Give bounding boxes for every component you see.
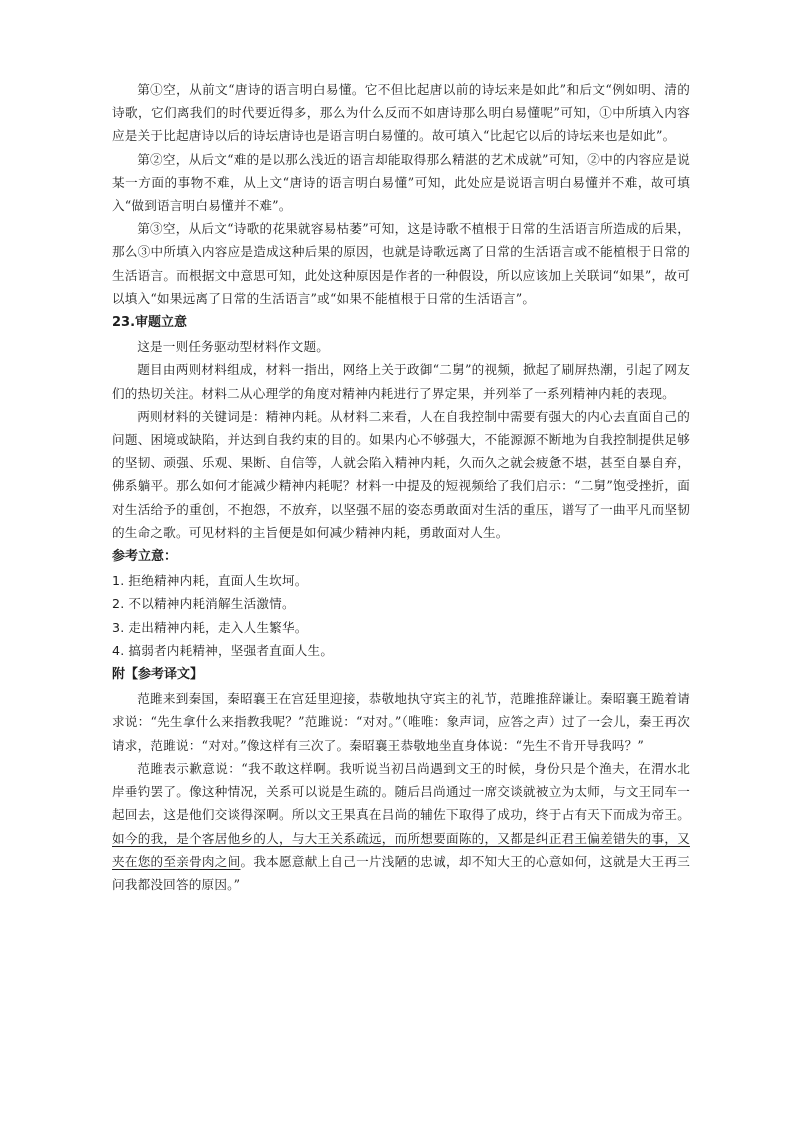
q23-materials: 题目由两则材料组成，材料一指出，网络上关于政御“二舅”的视频，掀起了刷屏热潮，引起了网友们的热切关注。材料二从心理学的角度对精神内耗进行了界定果，并列举了一系列精神内耗的表现。: [112, 362, 690, 401]
list-item-text: 走出精神内耗，走入人生繁华。: [128, 619, 308, 635]
list-item-number: 2.: [112, 596, 125, 612]
list-item-number: 4.: [112, 642, 125, 658]
explanation-blank-3: 第③空，从后文“诗歌的花果就容易枯萎”可知，这是诗歌不植根于日常的生活语言所造成的后果，那么③中所填入内容应是造成这种后果的原因，也就是诗歌远离了日常的生活语言或不能植根于日常的生活语言。而根据文中意思可知，此处这种原因是作者的一种假设，所以应该加上关联词“如果”，故可以填入“如果远离了日常的生活语言”或“如果不能植根于日常的生活语言”。: [112, 221, 690, 306]
translation-paragraph-2: [112, 757, 690, 896]
translation-text: 范雎表示歉意说：“我不敢这样啊。我听说当初吕尚遇到文王的时候，身份只是个渔夫，在渭水北岸垂钓罢了。像这种情况，关系可以说是生疏的。随后吕尚通过一席交谈就被立为太师，与文王同车一起回去，这是他们交谈得深啊。所以文王果真在吕尚的辅佐下取得了成功，终于占有天下而成为帝王。: [112, 760, 690, 823]
translation-heading: 附【参考译文】: [112, 667, 204, 683]
list-item: [112, 569, 690, 592]
list-item-number: 1.: [112, 573, 125, 589]
list-item-text: 不以精神内耗消解生活激情。: [128, 596, 295, 612]
reference-ideas-list: [112, 569, 690, 662]
underlined-translation-text: 如今的我，是个客居他乡的人，与大王关系疏远，而所想要面陈的，又都是纠正君王偏差错失的事，又夹在您的至亲骨肉之间: [112, 830, 690, 869]
translation-text: 。我本愿意献上自己一片浅陋的忠诚，却不知大王的心意如何，这就是大王再三问我都没回答的原因。”: [112, 853, 691, 892]
list-item-number: 3.: [112, 619, 125, 635]
q23-heading: 23.审题立意: [112, 315, 188, 331]
explanation-blank-1: 第①空，从前文“唐诗的语言明白易懂。它不但比起唐以前的诗坛来是如此”和后文“例如明、清的诗歌，它们离我们的时代要近得多，那么为什么反而不如唐诗那么明白易懂呢”可知，①中所填入内容应是关于比起唐诗以后的诗坛唐诗也是语言明白易懂的。故可填入“比起它以后的诗坛来也是如此”。: [112, 82, 690, 144]
list-item-text: 拒绝精神内耗，直面人生坎坷。: [128, 573, 308, 589]
translation-paragraph-1: 范雎来到秦国，秦昭襄王在宫廷里迎接，恭敬地执守宾主的礼节，范雎推辞谦让。秦昭襄王跪着请求说：“先生拿什么来指教我呢？”范雎说：“对对。”（唯唯：象声词，应答之声）过了一会儿，秦王再次请求，范雎说：“对对。”像这样有三次了。秦昭襄王恭敬地坐直身体说：“先生不肯开导我吗？”: [112, 691, 690, 753]
explanation-blank-2: 第②空，从后文“难的是以那么浅近的语言却能取得那么精湛的艺术成就”可知，②中的内容应是说某一方面的事物不难，从上文“唐诗的语言明白易懂”可知，此处应是说语言明白易懂并不难，故可填入“做到语言明白易懂并不难”。: [112, 151, 690, 214]
list-item: [112, 592, 690, 615]
q23-intro: 这是一则任务驱动型材料作文题。: [137, 339, 330, 355]
list-item-text: 搞弱者内耗精神，坚强者直面人生。: [128, 642, 334, 658]
list-item: [112, 639, 690, 662]
reference-ideas-heading: 参考立意：: [112, 549, 178, 565]
q23-analysis: 两则材料的关键词是：精神内耗。从材料二来看，人在自我控制中需要有强大的内心去直面自己的问题、困境或缺陷，并达到自我约束的目的。如果内心不够强大，不能源源不断地为自我控制提供足够的坚韧、顽强、乐观、果断、自信等，人就会陷入精神内耗，久而久之就会疲惫不堪，甚至自暴自弃，佛系躺平。那么如何才能减少精神内耗呢？材料一中提及的短视频给了我们启示：“二舅”饱受挫折，面对生活给予的重创，不抱怨，不放弃，以坚强不屈的姿态勇敢面对生活的重压，谱写了一曲平凡而坚韧的生命之歌。可见材料的主旨便是如何减少精神内耗，勇敢面对人生。: [112, 408, 690, 540]
list-item: [112, 616, 690, 639]
